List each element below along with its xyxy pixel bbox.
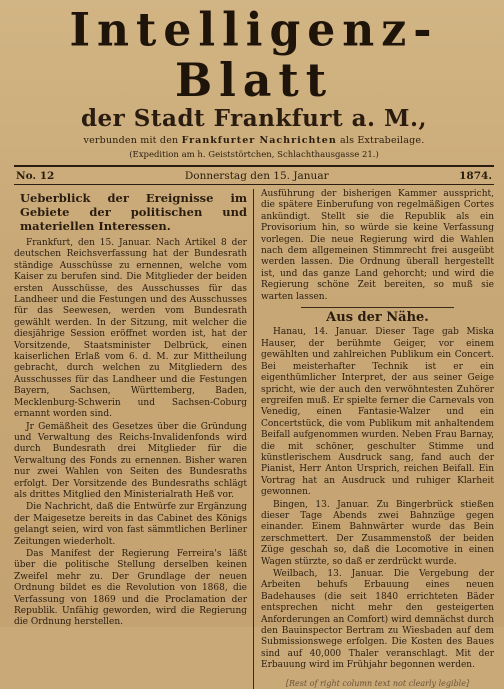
article-paragraph: Jr Gemäßheit des Gesetzes über die Gründung und Verwaltung des Reichs-Invalidenfonds wird durch Bundesrath drei Mitglieder für die Verwaltung des Fonds zu ernennen. Bisher waren nur zwei Wahlen von Seiten des Bundesraths erfolgt. Der Vorsitzende des Bundesraths schlägt als drittes Mitglied den Ministerialrath Heß vor. [14, 421, 247, 500]
dateline [14, 167, 494, 184]
issue-date: Donnerstag den 15. Januar [184, 170, 329, 182]
article-paragraph: Ausführung der bisherigen Kammer ausspricht, die spätere Einberufung von regelmäßigen Cortes ankündigt. Stellt sie die Republik als ein Provisorium hin, so würde sie keine Verfassung vorlegen. Die neue Regierung wird die Wahlen nach dem allgemeinen Stimmrecht frei ausgeübt werden lassen. Die Ordnung überall hergestellt ist, und das ganze Land gehorcht; und wird die Regierung schöne Zeit bereiten, so muß sie warten lassen. [261, 189, 494, 302]
expedition-note: (Expedition am h. Geiststörtchen, Schlachthausgasse 21.) [129, 150, 379, 160]
issue-year: 1874. [459, 170, 492, 182]
columns [14, 189, 494, 689]
news-item: Hanau, 14. Januar. Dieser Tage gab Miska Hauser, der berühmte Geiger, vor einem gewählten und zahlreichen Publikum ein Concert. Bei meisterhafter Technik ist er ein eigenthümlicher Interpret, der aus seiner Geige spricht, wie der auch den verwöhntesten Zuhörer ergreifen muß. Er spielte ferner die Carnevals von Venedig, einen Fantasie-Walzer und ein Concertstück, die vom Publikum mit anhaltendem Beifall aufgenommen wurden. Neben Frau Barnay, die mit schöner, geschulter Stimme und künstlerischem Ausdruck sang, fand auch der Pianist, Herr Anton Ursprich, reichen Beifall. Ein Vortrag hat an Ausdruck und ruhiger Klarheit gewonnen. [261, 327, 494, 498]
right-column [253, 189, 494, 689]
article-paragraph: Die Nachricht, daß die Entwürfe zur Ergänzung der Maigesetze bereits in das Cabinet des Königs gelangt seien, wird von fast sämmtlichen Berliner Zeitungen wiederholt. [14, 502, 247, 547]
left-column [14, 189, 253, 689]
tagline-post: als Extrabeilage. [339, 135, 425, 146]
left-headline: Ueberblick der Ereignisse im Gebiete der politischen und materiellen Interessen. [20, 191, 247, 233]
tagline-paper: Frankfurter Nachrichten [181, 135, 337, 146]
masthead-title: Intelligenz-Blatt [69, 3, 439, 108]
article-paragraph: Das Manifest der Regierung Ferreira's läßt über die politische Stellung derselben keinen Zweifel mehr zu. Der Grundlage der neuen Ordnung bildet es die Revolution von 1868, die Verfassung von 1869 und die Proclamation der Republik. Unfähig geworden, wird die Regierung die Ordnung herstellen. [14, 548, 247, 628]
section-heading: Aus der Nähe. [326, 310, 429, 326]
news-item: Bingen, 13. Januar. Zu Bingerbrück stießen dieser Tage Abends zwei Bahnzüge gegen einander. Einem Bahnwärter wurde das Bein zerschmettert. Der Zusammenstoß der beiden Züge geschah so, daß die Locomotive in einen Wagen stürzte, so daß er zerdrückt wurde. [261, 499, 494, 567]
issue-number: No. 12 [16, 170, 55, 182]
news-item: Weilbach, 13. Januar. Die Vergebung der Arbeiten behufs Erbauung eines neuen Badehauses (die seit 1840 errichteten Bäder entsprechen nicht mehr den gesteigerten Anforderungen an Comfort) wird demnächst durch den Bauinspector Bertram zu Wiesbaden auf dem Submissionswege erfolgen. Die Kosten des Baues sind auf 40,000 Thaler veranschlagt. Mit der Erbauung wird im Frühjahr begonnen werden. [261, 569, 494, 671]
masthead-subtitle: der Stadt Frankfurt a. M., [80, 105, 428, 132]
section-divider [301, 307, 454, 308]
tagline [14, 135, 494, 146]
unread-note: [Rest of right column text not clearly legible] [285, 678, 470, 688]
article-paragraph: Frankfurt, den 15. Januar. Nach Artikel 8 der deutschen Reichsverfassung hat der Bundesrath ständige Ausschüsse zu ernennen, welche vom Kaiser zu berufen sind. Die Mitglieder der beiden ersten Ausschüsse, des Ausschusses für das Landheer und die Festungen und des Ausschusses für das Seewesen, werden vom Bundesrath gewählt werden. In der Sitzung, mit welcher die diesjährige Session eröffnet worden ist, hat der Vorsitzende, Staatsminister Delbrück, einen kaiserlichen Erlaß vom 6. d. M. zur Mittheilung gebracht, durch welchen zu Mitgliedern des Ausschusses für das Landheer und die Festungen Bayern, Sachsen, Württemberg, Baden, Mecklenburg-Schwerin und Sachsen-Coburg ernannt worden sind. [14, 238, 247, 420]
dateline-rule [14, 184, 494, 185]
tagline-pre: verbunden mit den [83, 135, 179, 146]
